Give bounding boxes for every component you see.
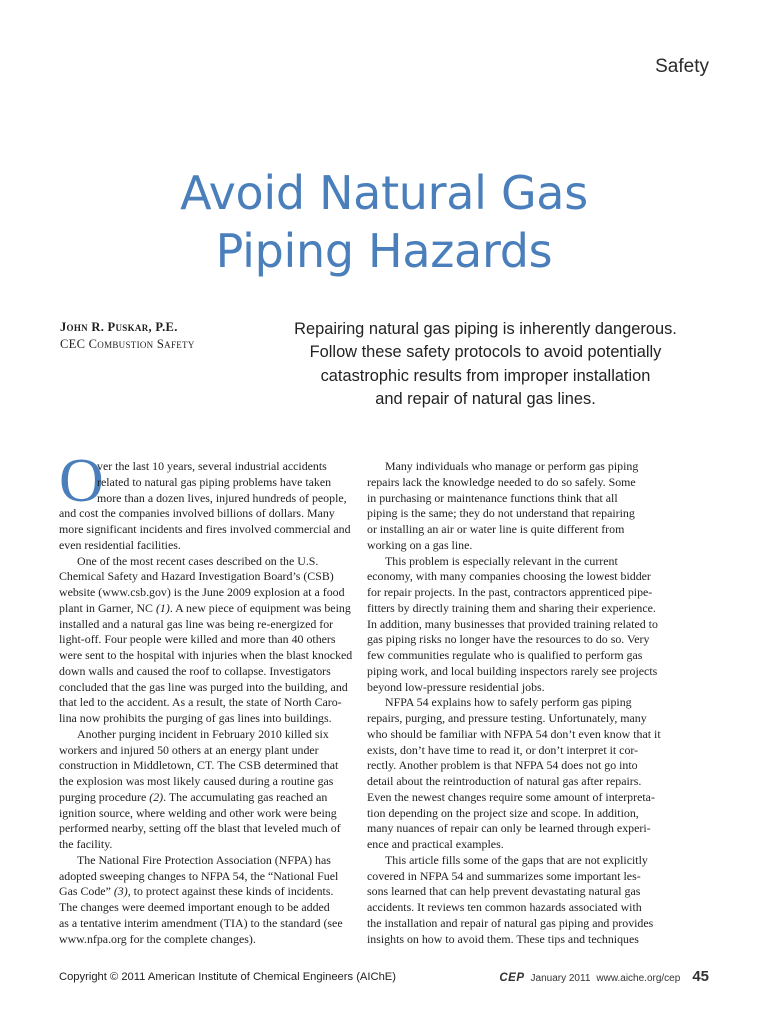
body-line: repairs lack the knowledge needed to do so safely. Some — [367, 474, 636, 489]
body-line: exists, don’t have time to read it, or don’t interpret it cor- — [367, 742, 639, 757]
body-line: concluded that the gas line was purged into the building, and — [59, 679, 348, 694]
deck-line-4: and repair of natural gas lines. — [375, 389, 596, 408]
body-line: detail about the reintroduction of natural gas after repairs. — [367, 774, 642, 788]
body-line: repairs, purging, and pressure testing. Unfortunately, many — [367, 711, 647, 725]
body-line: rectly. Another problem is that NFPA 54 does not go into — [367, 758, 638, 773]
article-title — [0, 164, 768, 280]
body-line: In addition, many businesses that provided training related to — [367, 616, 658, 631]
deck-line-1: Repairing natural gas piping is inherently dangerous. — [294, 320, 677, 338]
drop-cap: O — [59, 447, 104, 515]
body-line: accidents. It reviews ten common hazards associated with — [367, 900, 642, 914]
body-line: www.nfpa.org for the complete changes). — [59, 931, 256, 946]
body-line: few communities regulate who is qualified to perform gas — [367, 648, 643, 662]
body-line: in purchasing or maintenance functions think that all — [367, 490, 618, 505]
body-line: gas piping risks no longer have the resources to do so. Very — [367, 632, 650, 647]
body-line: light-off. Four people were killed and more than 40 others — [59, 632, 336, 647]
body-line: Another purging incident in February 2010 killed six — [77, 726, 329, 741]
body-line: ence and practical examples. — [367, 837, 504, 851]
body-column-right — [367, 459, 709, 947]
author-affiliation: CEC Combustion Safety — [60, 337, 195, 351]
body-column-left — [59, 459, 379, 947]
title-line-1: Avoid Natural Gas — [180, 166, 588, 220]
page-footer — [499, 968, 709, 985]
journal-logo: CEP — [499, 972, 525, 984]
body-line: that led to the accident. As a result, the state of North Caro- — [59, 695, 342, 710]
body-line: This article fills some of the gaps that are not explicitly — [385, 852, 648, 867]
body-line: tion depending on the project size and scope. In addition, — [367, 805, 639, 820]
body-line: more than a dozen lives, injured hundreds of people, — [97, 490, 347, 505]
body-line: related to natural gas piping problems have taken — [97, 474, 332, 489]
body-line: ver the last 10 years, several industrial accidents — [97, 459, 327, 473]
body-line: were sent to the hospital with injuries when the blast knocked — [59, 648, 353, 662]
body-line: piping is the same; they do not understand that repairing — [367, 506, 635, 521]
title-line-2: Piping Hazards — [215, 224, 553, 278]
body-line: One of the most recent cases described on the U.S. — [77, 553, 319, 568]
body-line: fitters by directly training them and sharing their experience. — [367, 600, 656, 615]
body-line: Chemical Safety and Hazard Investigation Board’s (CSB) — [59, 569, 334, 584]
body-line: The National Fire Protection Association (NFPA) has — [77, 852, 331, 867]
author-name: John R. Puskar, P.E. — [60, 320, 178, 334]
body-line: many nuances of repair can only be learned through experi- — [367, 821, 651, 836]
body-line: plant in Garner, NC (1). A new piece of equipment was being — [59, 600, 351, 615]
body-line: and cost the companies involved billions of dollars. Many — [59, 506, 335, 521]
body-line: the installation and repair of natural gas piping and provides — [367, 915, 654, 930]
body-line: purging procedure (2). The accumulating gas reached an — [59, 789, 328, 804]
body-line: installed and a natural gas line was being re-energized for — [59, 616, 334, 631]
body-line: performed nearby, setting off the blast that leveled much of — [59, 821, 341, 836]
body-line: even residential facilities. — [59, 537, 181, 552]
article-deck — [248, 318, 723, 411]
body-line: or installing an air or water line is quite different from — [367, 522, 625, 536]
body-line: sons learned that can help prevent devastating natural gas — [367, 884, 641, 899]
body-line: the facility. — [59, 837, 113, 851]
deck-line-2: Follow these safety protocols to avoid potentially — [309, 343, 662, 362]
body-line: workers and injured 50 others at an energy plant under — [59, 742, 319, 757]
body-line: Even the newest changes require some amount of interpreta- — [367, 789, 655, 804]
body-line: the explosion was most likely caused during a routine gas — [59, 774, 334, 788]
body-line: NFPA 54 explains how to safely perform gas piping — [385, 695, 632, 710]
body-line: working on a gas line. — [367, 537, 473, 552]
body-line: down walls and caused the roof to collapse. Investigators — [59, 663, 331, 678]
copyright-notice: Copyright © 2011 American Institute of Chemical Engineers (AIChE) — [59, 971, 396, 983]
body-line: for repair projects. In the past, contractors apprenticed pipe- — [367, 585, 653, 599]
body-line: construction in Middletown, CT. The CSB determined that — [59, 758, 339, 773]
body-line: Gas Code” (3), to protect against these kinds of incidents. — [59, 884, 334, 899]
body-line: The changes were deemed important enough to be added — [59, 900, 330, 914]
body-line: more significant incidents and fires involved commercial and — [59, 522, 351, 536]
issue-date: January 2011 — [530, 973, 591, 984]
body-line: who should be familiar with NFPA 54 don’t even know that it — [367, 726, 661, 741]
body-line: adopted sweeping changes to NFPA 54, the “National Fuel — [59, 868, 339, 883]
body-line: beyond low-pressure residential jobs. — [367, 679, 545, 694]
deck-line-3: catastrophic results from improper installation — [320, 366, 651, 385]
journal-url[interactable]: www.aiche.org/cep — [596, 973, 681, 984]
body-line: ignition source, where welding and other work were being — [59, 805, 337, 820]
body-line: covered in NFPA 54 and summarizes some important les- — [367, 868, 641, 883]
body-line: piping work, and local building inspectors rarely see projects — [367, 663, 658, 678]
body-line: as a tentative interim amendment (TIA) to the standard (see — [59, 915, 343, 930]
section-label: Safety — [655, 56, 709, 77]
body-line: economy, with many companies choosing the lowest bidder — [367, 569, 651, 584]
body-line: lina now prohibits the purging of gas lines into buildings. — [59, 711, 332, 725]
page-number: 45 — [692, 968, 709, 985]
body-line: Many individuals who manage or perform gas piping — [385, 459, 639, 473]
body-line: This problem is especially relevant in the current — [385, 553, 618, 568]
byline — [60, 319, 195, 353]
body-line: insights on how to avoid them. These tips and techniques — [367, 931, 639, 946]
body-line: website (www.csb.gov) is the June 2009 explosion at a food — [59, 585, 345, 599]
